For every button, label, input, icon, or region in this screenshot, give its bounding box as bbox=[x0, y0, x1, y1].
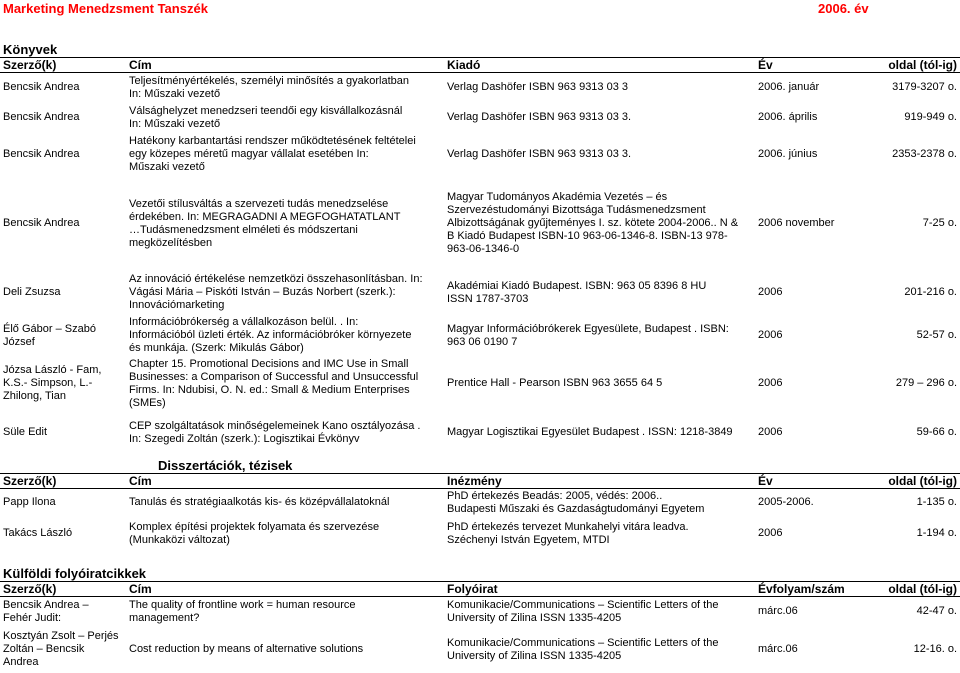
year-cell: 2006 bbox=[758, 377, 783, 389]
author-cell: Bencsik Andrea – Fehér Judit: bbox=[3, 598, 89, 624]
publisher-cell: Verlag Dashöfer ISBN 963 9313 03 3. bbox=[447, 148, 632, 160]
col-header-author: Szerző(k) bbox=[0, 582, 126, 597]
col-header-author: Szerző(k) bbox=[0, 58, 126, 73]
title-cell: CEP szolgáltatások minőségelemeinek Kano osztályozása . In: Szegedi Zoltán (szerk.): Logisztikai Évkönyv bbox=[129, 419, 421, 445]
author-cell: Bencsik Andrea bbox=[3, 111, 80, 123]
table-row bbox=[0, 133, 960, 177]
title-cell: Az innováció értékelése nemzetközi összehasonlításban. In: Vágási Mária – Piskóti István – Buzás Norbert (szerk.): Innovációmarketing bbox=[129, 273, 423, 311]
books-section-title: Könyvek bbox=[3, 42, 58, 57]
author-cell: Papp Ilona bbox=[3, 496, 56, 509]
author-cell: Takács László bbox=[3, 527, 73, 539]
dissertations-table bbox=[0, 473, 960, 551]
author-cell: Bencsik Andrea bbox=[3, 217, 80, 229]
title-cell: Teljesítményértékelés, személyi minősítés a gyakorlatban In: Műszaki vezető bbox=[129, 74, 410, 100]
volume-cell: márc.06 bbox=[758, 643, 798, 655]
table-row bbox=[0, 357, 960, 411]
year-cell: 2006. április bbox=[758, 111, 818, 123]
pages-cell: 919-949 o. bbox=[904, 111, 957, 123]
table-row bbox=[0, 271, 960, 315]
books-table bbox=[0, 57, 960, 455]
page-header bbox=[0, 0, 960, 17]
pages-cell: 2353-2378 o. bbox=[892, 148, 957, 160]
institution-cell: PhD értekezés tervezet Munkahelyi vitára leadva. Széchenyi István Egyetem, MTDI bbox=[447, 520, 689, 546]
journals-header-row bbox=[0, 582, 960, 597]
table-row bbox=[0, 103, 960, 133]
pages-cell: 7-25 o. bbox=[922, 217, 957, 229]
pages-cell: 279 – 296 o. bbox=[895, 377, 957, 389]
institution-cell: PhD értekezés Beadás: 2005, védés: 2006.. Budapesti Műszaki és Gazdaságtudományi Egyetem bbox=[447, 489, 705, 515]
table-row bbox=[0, 73, 960, 103]
title-cell: Tanulás és stratégiaalkotás kis- és középvállalatoknál bbox=[129, 496, 390, 509]
year-cell: 2006 bbox=[758, 527, 783, 539]
department-title: Marketing Menedzsment Tanszék bbox=[3, 1, 208, 16]
table-row bbox=[0, 597, 960, 627]
title-cell: Vezetői stílusváltás a szervezeti tudás menedzselése érdekében. In: MEGRAGADNI A MEGFOGHATATLANT …Tudásmenedzsment elméleti és módszertani megközelítésben bbox=[129, 197, 401, 249]
author-cell: Bencsik Andrea bbox=[3, 148, 80, 160]
author-cell: Bencsik Andrea bbox=[3, 81, 80, 94]
table-row bbox=[0, 517, 960, 551]
dissertations-header-row bbox=[0, 474, 960, 489]
title-cell: Válsághelyzet menedzseri teendői egy kisvállalkozásnál In: Műszaki vezető bbox=[129, 104, 403, 130]
col-header-pages: oldal (tól-ig) bbox=[865, 58, 960, 73]
table-row bbox=[0, 177, 960, 271]
publisher-cell: Magyar Információbrókerek Egyesülete, Budapest . ISBN: 963 06 0190 7 bbox=[447, 322, 729, 348]
col-header-volume: Évfolyam/szám bbox=[755, 582, 865, 597]
author-cell: Józsa László - Fam, K.S.- Simpson, L.- Zhilong, Tian bbox=[3, 364, 102, 402]
pages-cell: 3179-3207 o. bbox=[892, 81, 957, 94]
publisher-cell: Verlag Dashöfer ISBN 963 9313 03 3 bbox=[447, 81, 629, 94]
pages-cell: 52-57 o. bbox=[916, 329, 957, 341]
pages-cell: 59-66 o. bbox=[916, 426, 957, 438]
journal-cell: Komunikacie/Communications – Scientific Letters of the University of Zilina ISSN 1335-4205 bbox=[447, 598, 719, 624]
table-row bbox=[0, 627, 960, 673]
year-cell: 2006 bbox=[758, 329, 783, 341]
pages-cell: 1-135 o. bbox=[916, 496, 957, 509]
col-header-pages: oldal (tól-ig) bbox=[865, 582, 960, 597]
author-cell: Élő Gábor – Szabó József bbox=[3, 322, 96, 348]
col-header-author: Szerző(k) bbox=[0, 474, 126, 489]
pages-cell: 1-194 o. bbox=[916, 527, 957, 539]
publisher-cell: Prentice Hall - Pearson ISBN 963 3655 64 5 bbox=[447, 377, 663, 389]
col-header-title: Cím bbox=[126, 474, 444, 489]
col-header-pages: oldal (tól-ig) bbox=[865, 474, 960, 489]
title-cell: Komplex építési projektek folyamata és szervezése (Munkaközi változat) bbox=[129, 520, 380, 546]
col-header-publisher: Kiadó bbox=[444, 58, 755, 73]
publisher-cell: Akadémiai Kiadó Budapest. ISBN: 963 05 8396 8 HU ISSN 1787-3703 bbox=[447, 279, 707, 305]
year-cell: 2006. január bbox=[758, 81, 820, 94]
year-cell: 2006 november bbox=[758, 217, 835, 229]
year-cell: 2005-2006. bbox=[758, 496, 814, 509]
author-cell: Deli Zsuzsa bbox=[3, 286, 61, 298]
year-cell: 2006 bbox=[758, 426, 783, 438]
col-header-year: Év bbox=[755, 474, 865, 489]
col-header-title: Cím bbox=[126, 58, 444, 73]
col-header-institution: Inézmény bbox=[444, 474, 755, 489]
table-row bbox=[0, 489, 960, 517]
publisher-cell: Magyar Logisztikai Egyesület Budapest . ISSN: 1218-3849 bbox=[447, 426, 733, 438]
col-header-title: Cím bbox=[126, 582, 444, 597]
col-header-journal: Folyóirat bbox=[444, 582, 755, 597]
title-cell: Információbrókerség a vállalkozáson belül. . In: Információból üzleti érték. Az információbróker környezete és munkája. (Szerk: Mikulás Gábor) bbox=[129, 316, 412, 354]
col-header-year: Év bbox=[755, 58, 865, 73]
pages-cell: 12-16. o. bbox=[913, 643, 957, 655]
title-cell: Cost reduction by means of alternative solutions bbox=[129, 643, 364, 655]
table-row bbox=[0, 315, 960, 357]
author-cell: Kosztyán Zsolt – Perjés Zoltán – Bencsik Andrea bbox=[3, 630, 119, 668]
books-header-row bbox=[0, 58, 960, 73]
journals-table bbox=[0, 581, 960, 673]
journals-section-title: Külföldi folyóiratcikkek bbox=[3, 566, 147, 581]
volume-cell: márc.06 bbox=[758, 605, 798, 618]
title-cell: Hatékony karbantartási rendszer működtetésének feltételei egy közepes méretű magyar vállalat esetében In: Műszaki vezető bbox=[129, 135, 416, 173]
author-cell: Süle Edit bbox=[3, 426, 48, 438]
year-cell: 2006. június bbox=[758, 148, 818, 160]
year-cell: 2006 bbox=[758, 286, 783, 298]
publisher-cell: Magyar Tudományos Akadémia Vezetés – és Szervezéstudományi Bizottsága Tudásmenedzsment Albizottságának gyűjteményes I. sz. kötete 2004-2006.. N & B Kiadó Budapest ISBN-10 963-06-1346-8. ISBN-13 978- 963-06-1346-0 bbox=[447, 191, 739, 255]
publisher-cell: Verlag Dashöfer ISBN 963 9313 03 3. bbox=[447, 111, 632, 123]
title-cell: Chapter 15. Promotional Decisions and IMC Use in Small Businesses: a Comparison of Successful and Unsuccessful Firms. In: Ndubisi, O. N. ed.: Small & Medium Enterprises (SMEs) bbox=[129, 357, 419, 409]
year-title: 2006. év bbox=[818, 1, 869, 16]
dissertations-section-title: Disszertációk, tézisek bbox=[158, 458, 293, 473]
journal-cell: Komunikacie/Communications – Scientific Letters of the University of Zilina ISSN 1335-4205 bbox=[447, 636, 719, 662]
pages-cell: 201-216 o. bbox=[904, 286, 957, 298]
table-row bbox=[0, 411, 960, 455]
pages-cell: 42-47 o. bbox=[916, 605, 957, 618]
title-cell: The quality of frontline work = human resource management? bbox=[129, 598, 356, 624]
